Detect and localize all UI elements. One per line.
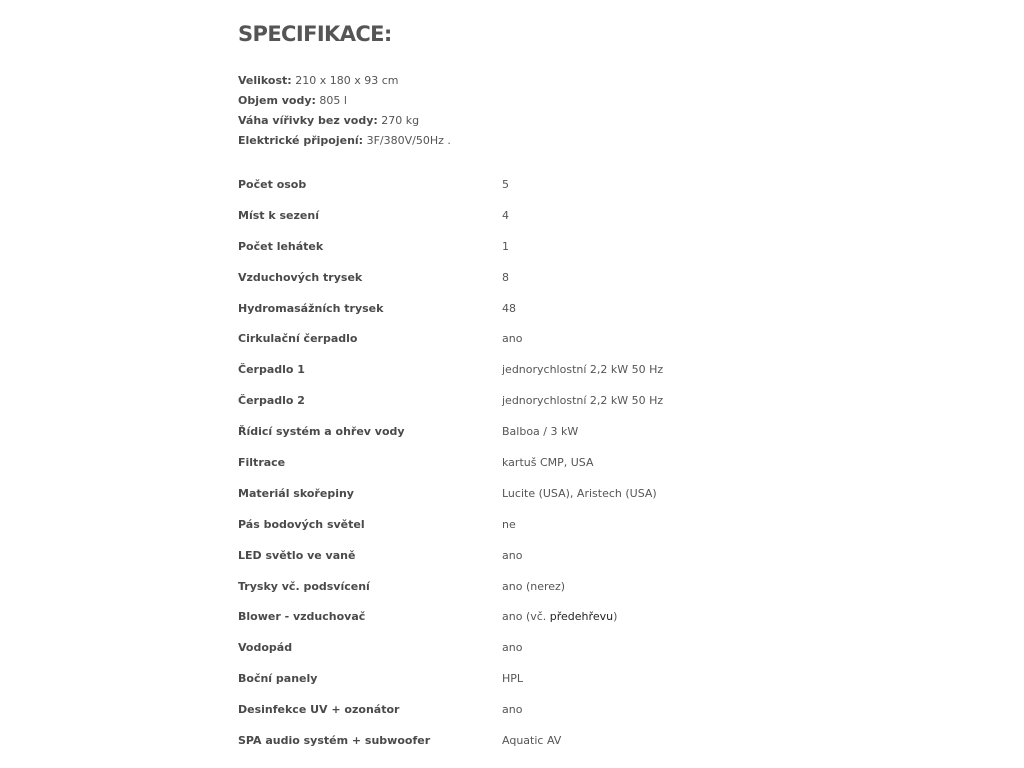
table-row — [238, 447, 798, 478]
table-row — [238, 509, 798, 540]
summary-value: 270 kg — [377, 114, 420, 127]
table-row — [238, 540, 798, 571]
spec-value: jednorychlostní 2,2 kW 50 Hz — [502, 363, 664, 377]
spec-label: Trysky vč. podsvícení — [238, 579, 370, 593]
table-row — [238, 478, 798, 509]
summary-block — [238, 73, 798, 153]
spec-label: SPA audio systém + subwoofer — [238, 734, 431, 748]
spec-value: ano — [502, 332, 523, 346]
spec-label: Řídicí systém a ohřev vody — [238, 425, 405, 439]
spec-value: HPL — [502, 672, 524, 686]
summary-key: Objem vody: — [238, 94, 316, 107]
table-row — [238, 293, 798, 324]
summary-line — [238, 113, 798, 133]
spec-value: Aquatic AV — [502, 734, 562, 748]
summary-key: Elektrické připojení: — [238, 134, 364, 147]
summary-line — [238, 93, 798, 113]
table-row — [238, 231, 798, 262]
spec-value: 5 — [502, 178, 509, 191]
spec-value-prefix: ano (vč. — [502, 610, 550, 624]
spec-label: Vodopád — [238, 641, 293, 655]
table-row — [238, 169, 798, 200]
spec-label: Boční panely — [238, 672, 318, 686]
spec-label: Hydromasážních trysek — [238, 301, 384, 315]
table-row — [238, 262, 798, 293]
spec-value: ano — [502, 548, 523, 562]
spec-value-with-link — [502, 610, 617, 624]
spec-value: jednorychlostní 2,2 kW 50 Hz — [502, 394, 664, 408]
spec-value: kartuš CMP, USA — [502, 456, 594, 470]
spec-value: ano (nerez) — [502, 579, 566, 593]
table-row — [238, 354, 798, 385]
page-title: SPECIFIKACE: — [238, 22, 392, 46]
spec-label: Počet osob — [238, 178, 307, 191]
table-row — [238, 416, 798, 447]
spec-label: Pás bodových světel — [238, 517, 365, 531]
spec-value-suffix: ) — [613, 610, 618, 624]
table-row — [238, 601, 798, 632]
preheat-link[interactable]: předehřevu — [549, 610, 614, 624]
spec-value: ano — [502, 641, 523, 655]
spec-label: Desinfekce UV + ozonátor — [238, 703, 400, 717]
summary-value: 805 l — [315, 94, 347, 107]
table-row — [238, 323, 798, 354]
spec-label: Počet lehátek — [238, 239, 324, 253]
spec-value: 48 — [502, 301, 516, 315]
spec-label: Čerpadlo 1 — [238, 363, 305, 377]
spec-label: Míst k sezení — [238, 208, 319, 222]
table-row — [238, 200, 798, 231]
summary-line — [238, 133, 798, 153]
spec-value: Balboa / 3 kW — [502, 425, 579, 439]
spec-value: 1 — [502, 239, 509, 253]
spec-label: Filtrace — [238, 456, 286, 470]
spec-label: LED světlo ve vaně — [238, 548, 356, 562]
spec-table — [238, 169, 798, 756]
spec-label: Blower - vzduchovač — [238, 610, 366, 624]
spec-label: Cirkulační čerpadlo — [238, 332, 358, 346]
spec-value: 4 — [502, 208, 509, 222]
summary-key: Velikost: — [238, 74, 292, 87]
spec-value: 8 — [502, 270, 509, 284]
spec-label: Materiál skořepiny — [238, 486, 354, 500]
table-row — [238, 725, 798, 756]
spec-value: ne — [502, 517, 516, 531]
summary-line — [238, 73, 798, 93]
table-row — [238, 694, 798, 725]
table-row — [238, 663, 798, 694]
table-row — [238, 385, 798, 416]
summary-value: 210 x 180 x 93 cm — [291, 74, 399, 87]
summary-key: Váha vířivky bez vody: — [238, 114, 378, 127]
spec-value: ano — [502, 703, 523, 717]
summary-value: 3F/380V/50Hz . — [363, 134, 451, 147]
table-row — [238, 571, 798, 602]
spec-label: Čerpadlo 2 — [238, 394, 305, 408]
spec-label: Vzduchových trysek — [238, 270, 363, 284]
table-row — [238, 632, 798, 663]
spec-value: Lucite (USA), Aristech (USA) — [502, 486, 657, 500]
